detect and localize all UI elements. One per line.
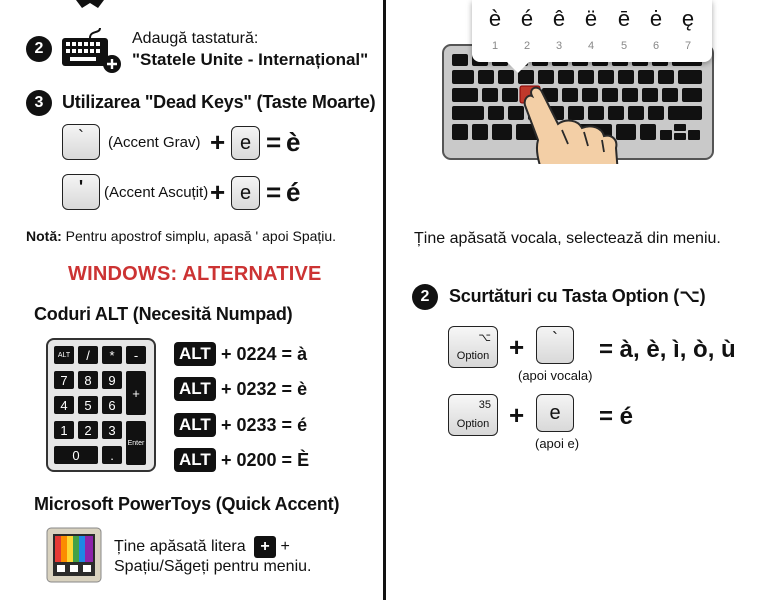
numpad-key-1: 1 [54, 421, 74, 439]
numpad-key-2: 2 [78, 421, 98, 439]
accent-num-6: 6 [652, 40, 660, 52]
grave-plus: + [210, 127, 226, 157]
windows-alternative-heading: WINDOWS: ALTERNATIVE [68, 263, 322, 285]
alt-code-3: + 0233 = é [221, 415, 308, 435]
alt-badge-1: ALT [174, 342, 216, 366]
numpad-key-0: 0 [54, 446, 98, 464]
numpad-key-4: 4 [54, 396, 74, 414]
apostrophe-note: Notă: Pentru apostrof simplu, apasă ' apoi Spațiu. [26, 228, 337, 244]
numpad-key-alt: ALT [54, 346, 74, 364]
step-2-badge: 2 [26, 36, 52, 62]
accent-option-6[interactable]: ė [649, 6, 663, 31]
numpad-key-8: 8 [78, 371, 98, 389]
numpad-illustration [46, 338, 156, 472]
option-row1-grave-key: ` [536, 326, 574, 364]
accent-option-5[interactable]: ē [617, 6, 631, 31]
grave-label: (Accent Grav) [108, 134, 201, 151]
plus-badge: + [254, 536, 276, 558]
grave-result: è [286, 127, 301, 157]
numpad-key-divide: / [78, 346, 98, 364]
numpad-key-minus: - [126, 346, 146, 364]
mac-keyboard-illustration [442, 44, 716, 164]
acute-plus: + [210, 177, 226, 207]
numpad-key-dot: . [102, 446, 122, 464]
alt-badge-4: ALT [174, 448, 216, 472]
acute-e-key: e [231, 176, 260, 210]
option-row2-plus: + [509, 400, 525, 430]
option-row1-result: = à, è, ì, ò, ù [599, 336, 736, 363]
accent-num-3: 3 [555, 40, 563, 52]
option-step-badge: 2 [412, 284, 438, 310]
dead-keys-heading: Utilizarea "Dead Keys" (Taste Moarte) [62, 92, 376, 112]
step-3-badge: 3 [26, 90, 52, 116]
numpad-key-7: 7 [54, 371, 74, 389]
acute-equals: = [266, 177, 282, 207]
acute-result: é [286, 177, 301, 207]
option-key-2: 35 Option [448, 394, 498, 436]
accent-num-2: 2 [523, 40, 531, 52]
alt-code-1: + 0224 = à [221, 344, 308, 364]
accent-num-4: 4 [587, 40, 595, 52]
keyboard-add-icon [60, 26, 124, 74]
powertoys-logo-icon [46, 527, 102, 583]
accent-option-3[interactable]: ê [552, 6, 566, 31]
option-row2-e-key: e [536, 394, 574, 432]
powertoys-line1: Ține apăsată litera + + [114, 536, 290, 558]
accent-option-2[interactable]: é [520, 6, 534, 31]
step-2-line2: "Statele Unite - Internațional" [132, 50, 369, 69]
alt-badge-3: ALT [174, 413, 216, 437]
accent-option-1[interactable]: è [488, 6, 502, 31]
column-divider [383, 0, 386, 600]
numpad-key-plus: + [126, 371, 146, 415]
accent-option-4[interactable]: ë [584, 6, 598, 31]
option-row2-result: = é [599, 403, 634, 430]
grave-e-key: e [231, 126, 260, 160]
alt-code-2: + 0232 = è [221, 379, 308, 399]
alt-badge-2: ALT [174, 377, 216, 401]
acute-key: ' [62, 174, 100, 210]
grave-key: ` [62, 124, 100, 160]
step-2-line1: Adaugă tastatură: [132, 30, 259, 47]
accent-num-5: 5 [620, 40, 628, 52]
numpad-key-6: 6 [102, 396, 122, 414]
alt-code-4: + 0200 = È [221, 450, 310, 470]
accent-num-7: 7 [684, 40, 692, 52]
option-shortcuts-heading: Scurtături cu Tasta Option (⌥) [449, 286, 706, 306]
accent-popup-menu [472, 0, 712, 62]
numpad-key-enter: Enter [126, 421, 146, 465]
numpad-key-multiply: * [102, 346, 122, 364]
option-row1-note: (apoi vocala) [518, 368, 593, 383]
press-hold-caption: Ține apăsată vocala, selectează din meniu. [414, 230, 721, 247]
grave-equals: = [266, 127, 282, 157]
numpad-key-3: 3 [102, 421, 122, 439]
accent-option-7[interactable]: ę [681, 6, 695, 31]
acute-label: (Accent Ascuțit) [104, 184, 209, 201]
option-row2-note: (apoi e) [535, 436, 580, 451]
settings-icon [74, 0, 106, 10]
accent-num-1: 1 [491, 40, 499, 52]
alt-codes-heading: Coduri ALT (Necesită Numpad) [34, 304, 293, 324]
popup-pointer [506, 61, 530, 75]
numpad-key-5: 5 [78, 396, 98, 414]
powertoys-heading: Microsoft PowerToys (Quick Accent) [34, 494, 340, 514]
numpad-key-9: 9 [102, 371, 122, 389]
option-key-1: ⌥ Option [448, 326, 498, 368]
powertoys-line2: Spațiu/Săgeți pentru meniu. [114, 558, 312, 575]
option-row1-plus: + [509, 332, 525, 362]
